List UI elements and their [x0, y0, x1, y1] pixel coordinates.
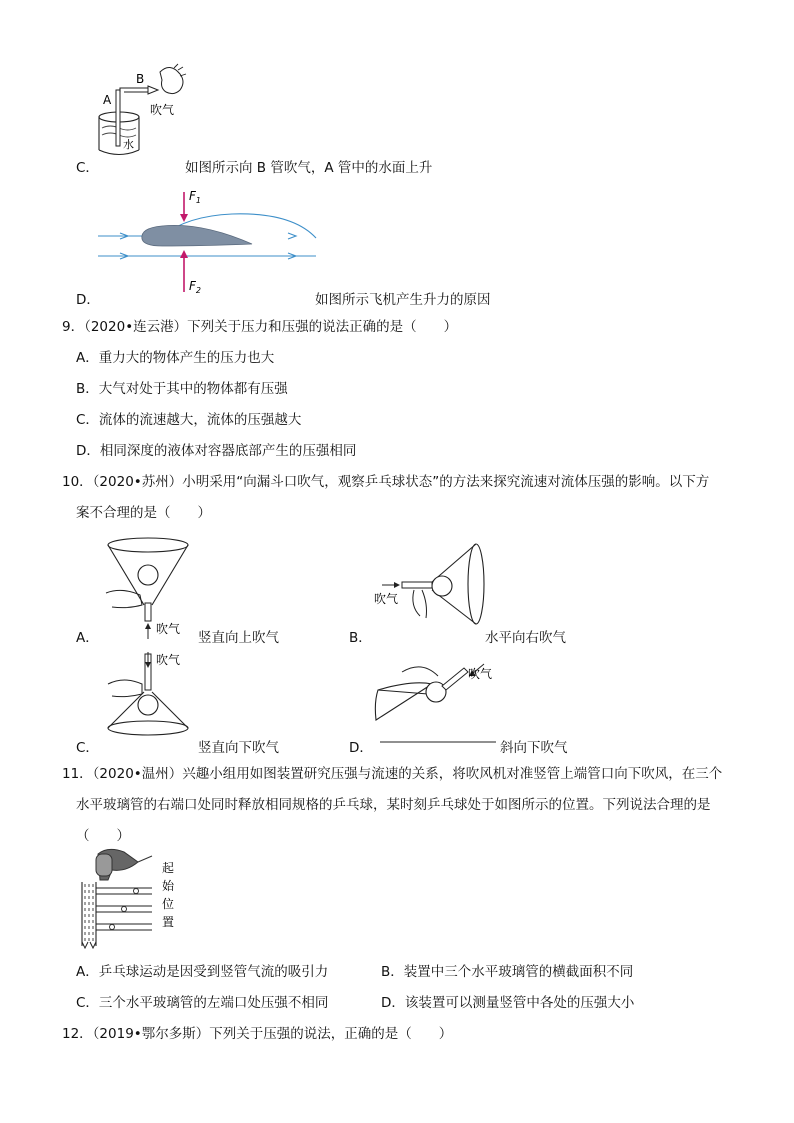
q10-option-d-label: D． [349, 740, 373, 756]
q8-option-d-label: D． [76, 292, 100, 308]
funnel-figure-a [98, 535, 198, 640]
blow-label-b: 吹气 [374, 592, 399, 606]
q9-stem: 9．（2020•连云港）下列关于压力和压强的说法正确的是（ ） [62, 319, 458, 335]
q12-stem: 12．（2019•鄂尔多斯）下列关于压强的说法，正确的是（ ） [62, 1026, 453, 1042]
hairdryer-tubes-figure [76, 846, 186, 950]
q11-option-a: A．乒乓球运动是因受到竖管气流的吸引力 [76, 964, 329, 980]
q11-stem-line2: 水平玻璃管的右端口处同时释放相同规格的乒乓球，某时刻乒乓球处于如图所示的位置。下列说法合理的是 [76, 797, 711, 813]
q9-option-c: C．流体的流速越大，流体的压强越大 [76, 412, 302, 428]
q9-option-d: D．相同深度的液体对容器底部产生的压强相同 [76, 443, 357, 459]
blow-label-d: 吹气 [468, 667, 493, 681]
q11-option-b: B．装置中三个水平玻璃管的横截面积不同 [381, 964, 634, 980]
q10-option-d-caption: 斜向下吹气 [500, 740, 568, 756]
funnel-figure-c [98, 650, 198, 738]
blow-label-a: 吹气 [156, 622, 181, 636]
q10-option-b-caption: 水平向右吹气 [485, 630, 566, 646]
q9-option-b: B．大气对处于其中的物体都有压强 [76, 381, 288, 397]
fig-label-start-2: 始 [162, 879, 175, 893]
q11-stem-line1: 11．（2020•温州）兴趣小组用如图装置研究压强与流速的关系，将吹风机对准竖管上端管口向下吹风，在三个 [62, 766, 723, 782]
fig-label-start-1: 起 [162, 861, 175, 875]
q8-option-c-text: 如图所示向 B 管吹气，A 管中的水面上升 [185, 160, 433, 176]
q8-option-c-label: C． [76, 160, 99, 176]
funnel-figure-b [370, 540, 490, 635]
fig-label-blow: 吹气 [150, 103, 175, 117]
q11-stem-line3: （ ） [76, 828, 130, 844]
q10-stem-line2: 案不合理的是（ ） [76, 505, 211, 521]
beaker-straw-figure [90, 62, 200, 162]
fig-label-a: A [103, 93, 112, 107]
q11-option-c: C．三个水平玻璃管的左端口处压强不相同 [76, 995, 329, 1011]
fig-label-water: 水 [123, 138, 134, 151]
force-f1-label: $F_1$ [189, 189, 201, 205]
q8-option-d-text: 如图所示飞机产生升力的原因 [315, 292, 491, 308]
blow-label-c: 吹气 [156, 653, 181, 667]
q10-option-c-label: C． [76, 740, 99, 756]
fig-label-start-3: 位 [162, 897, 175, 911]
fig-label-b: B [136, 72, 145, 86]
funnel-figure-d [372, 650, 502, 748]
q9-option-a: A．重力大的物体产生的压力也大 [76, 350, 275, 366]
airfoil-lift-figure [92, 186, 322, 298]
q11-option-d: D．该装置可以测量竖管中各处的压强大小 [381, 995, 635, 1011]
force-f2-label: $F_2$ [189, 279, 201, 295]
q10-stem-line1: 10．（2020•苏州）小明采用“向漏斗口吹气，观察乒乓球状态”的方法来探究流速对流体压强的影响。以下方 [62, 474, 710, 490]
fig-label-start-4: 置 [162, 915, 175, 929]
q10-option-c-caption: 竖直向下吹气 [198, 740, 279, 756]
q10-option-a-caption: 竖直向上吹气 [198, 630, 279, 646]
q10-option-a-label: A． [76, 630, 99, 646]
q10-option-b-label: B． [349, 630, 372, 646]
